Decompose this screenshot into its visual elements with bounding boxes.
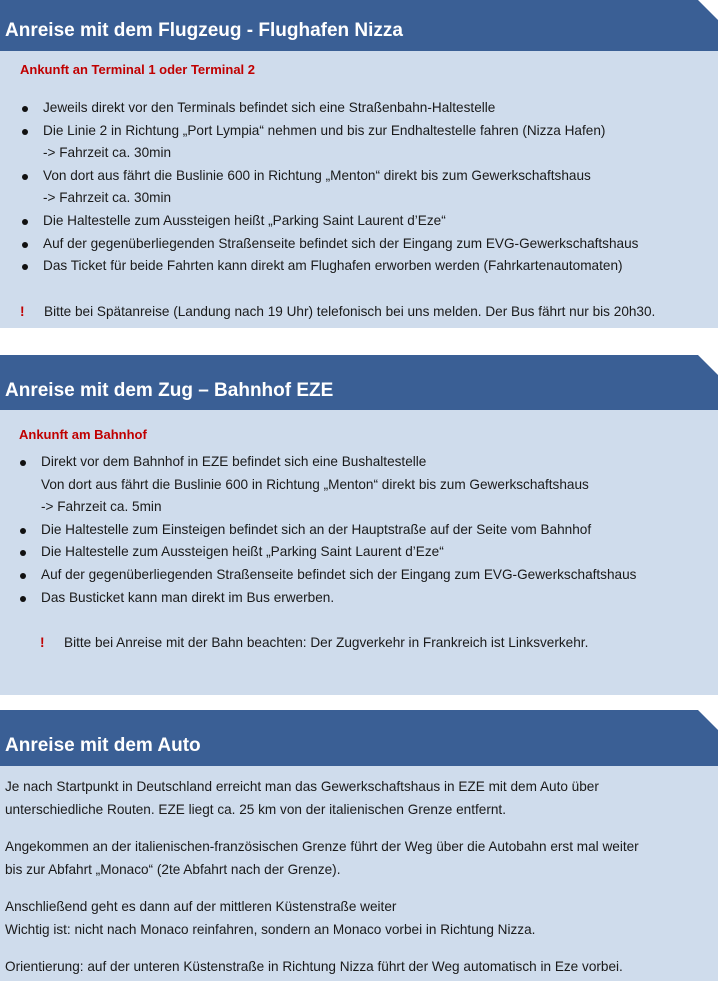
bullet-icon [20, 460, 26, 466]
flight-subtitle: Ankunft an Terminal 1 oder Terminal 2 [20, 62, 256, 77]
bullet-icon [22, 264, 28, 270]
list-item-text: Direkt vor dem Bahnhof in EZE befindet sich eine Bushaltestelle [41, 454, 427, 469]
flight-note [20, 302, 655, 322]
flight-list [43, 97, 703, 278]
flight-section [0, 0, 718, 328]
car-header [0, 710, 718, 766]
car-line: Orientierung: auf der unteren Küstenstraße in Richtung Nizza führt der Weg automatisch in Eze vorbei. [5, 959, 623, 974]
bullet-icon [22, 219, 28, 225]
list-item-text: -> Fahrzeit ca. 30min [43, 145, 172, 161]
car-line: Wichtig ist: nicht nach Monaco reinfahren, sondern an Monaco vorbei in Richtung Nizza. [5, 921, 536, 937]
bullet-icon [20, 550, 26, 556]
warning-icon: ! [40, 635, 45, 650]
list-item-text: Das Ticket für beide Fahrten kann direkt am Flughafen erworben werden (Fahrkartenautomaten) [43, 258, 623, 274]
bullet-icon [22, 242, 28, 248]
list-item [43, 255, 703, 278]
flight-title: Anreise mit dem Flugzeug - Flughafen Nizza [5, 20, 403, 41]
header-fold [698, 710, 718, 730]
list-item [41, 451, 706, 519]
list-item [43, 120, 703, 165]
list-item-text: Von dort aus fährt die Buslinie 600 in Richtung „Menton“ direkt bis zum Gewerkschaftshaus [43, 167, 591, 183]
train-note [40, 633, 588, 653]
bullet-icon [22, 106, 28, 112]
bullet-icon [22, 174, 28, 180]
car-section [0, 710, 718, 981]
list-item [43, 97, 703, 120]
list-item-text: -> Fahrzeit ca. 30min [43, 190, 172, 206]
list-item-text: Das Busticket kann man direkt im Bus erwerben. [41, 589, 335, 605]
train-subtitle: Ankunft am Bahnhof [19, 427, 147, 442]
list-item [43, 233, 703, 256]
header-fold [698, 0, 718, 20]
header-fold [698, 355, 718, 375]
bullet-icon [20, 573, 26, 579]
list-item-text: Die Linie 2 in Richtung „Port Lympia“ nehmen und bis zur Endhaltestelle fahren (Nizza Hafen) [43, 122, 606, 138]
list-item [41, 541, 706, 564]
flight-note-text: Bitte bei Spätanreise (Landung nach 19 Uhr) telefonisch bei uns melden. Der Bus fährt nur bis 20h30. [44, 304, 656, 319]
train-header [0, 355, 718, 410]
car-paragraph-4 [5, 956, 711, 979]
car-line: bis zur Abfahrt „Monaco“ (2te Abfahrt nach der Grenze). [5, 861, 341, 877]
car-title: Anreise mit dem Auto [5, 735, 201, 756]
list-item-text: Die Haltestelle zum Aussteigen heißt „Parking Saint Laurent d’Eze“ [41, 544, 444, 560]
bullet-icon [20, 596, 26, 602]
warning-icon: ! [20, 304, 25, 319]
list-item [41, 587, 706, 610]
list-item-text: Die Haltestelle zum Aussteigen heißt „Parking Saint Laurent d’Eze“ [43, 212, 446, 228]
bullet-icon [20, 528, 26, 534]
car-paragraph-1 [5, 776, 711, 821]
bullet-icon [22, 129, 28, 135]
list-item-text: Jeweils direkt vor den Terminals befindet sich eine Straßenbahn-Haltestelle [43, 100, 496, 115]
car-paragraph-3 [5, 896, 711, 941]
train-note-text: Bitte bei Anreise mit der Bahn beachten: Der Zugverkehr in Frankreich ist Linksverkehr. [64, 635, 589, 650]
car-line: unterschiedliche Routen. EZE liegt ca. 25 km von der italienischen Grenze entfernt. [5, 801, 506, 817]
car-paragraph-2 [5, 836, 711, 881]
train-list [41, 451, 706, 609]
list-item [41, 564, 706, 587]
train-title: Anreise mit dem Zug – Bahnhof EZE [5, 380, 334, 401]
list-item-text: Auf der gegenüberliegenden Straßenseite befindet sich der Eingang zum EVG-Gewerkschaftshaus [41, 566, 637, 582]
list-item-text: Die Haltestelle zum Einsteigen befindet sich an der Hauptstraße auf der Seite vom Bahnhof [41, 521, 592, 537]
list-item-text: Auf der gegenüberliegenden Straßenseite befindet sich der Eingang zum EVG-Gewerkschaftshaus [43, 235, 639, 251]
list-item [43, 165, 703, 210]
list-item-text: Von dort aus fährt die Buslinie 600 in Richtung „Menton“ direkt bis zum Gewerkschaftshaus [41, 476, 589, 492]
list-item [43, 210, 703, 233]
flight-header [0, 0, 718, 51]
car-line: Je nach Startpunkt in Deutschland erreicht man das Gewerkschaftshaus in EZE mit dem Auto über [5, 779, 599, 794]
car-line: Anschließend geht es dann auf der mittleren Küstenstraße weiter [5, 899, 397, 914]
list-item [41, 519, 706, 542]
list-item-text: -> Fahrzeit ca. 5min [41, 499, 162, 515]
train-section [0, 355, 718, 695]
car-line: Angekommen an der italienischen-französischen Grenze führt der Weg über die Autobahn erst mal weiter [5, 839, 639, 854]
